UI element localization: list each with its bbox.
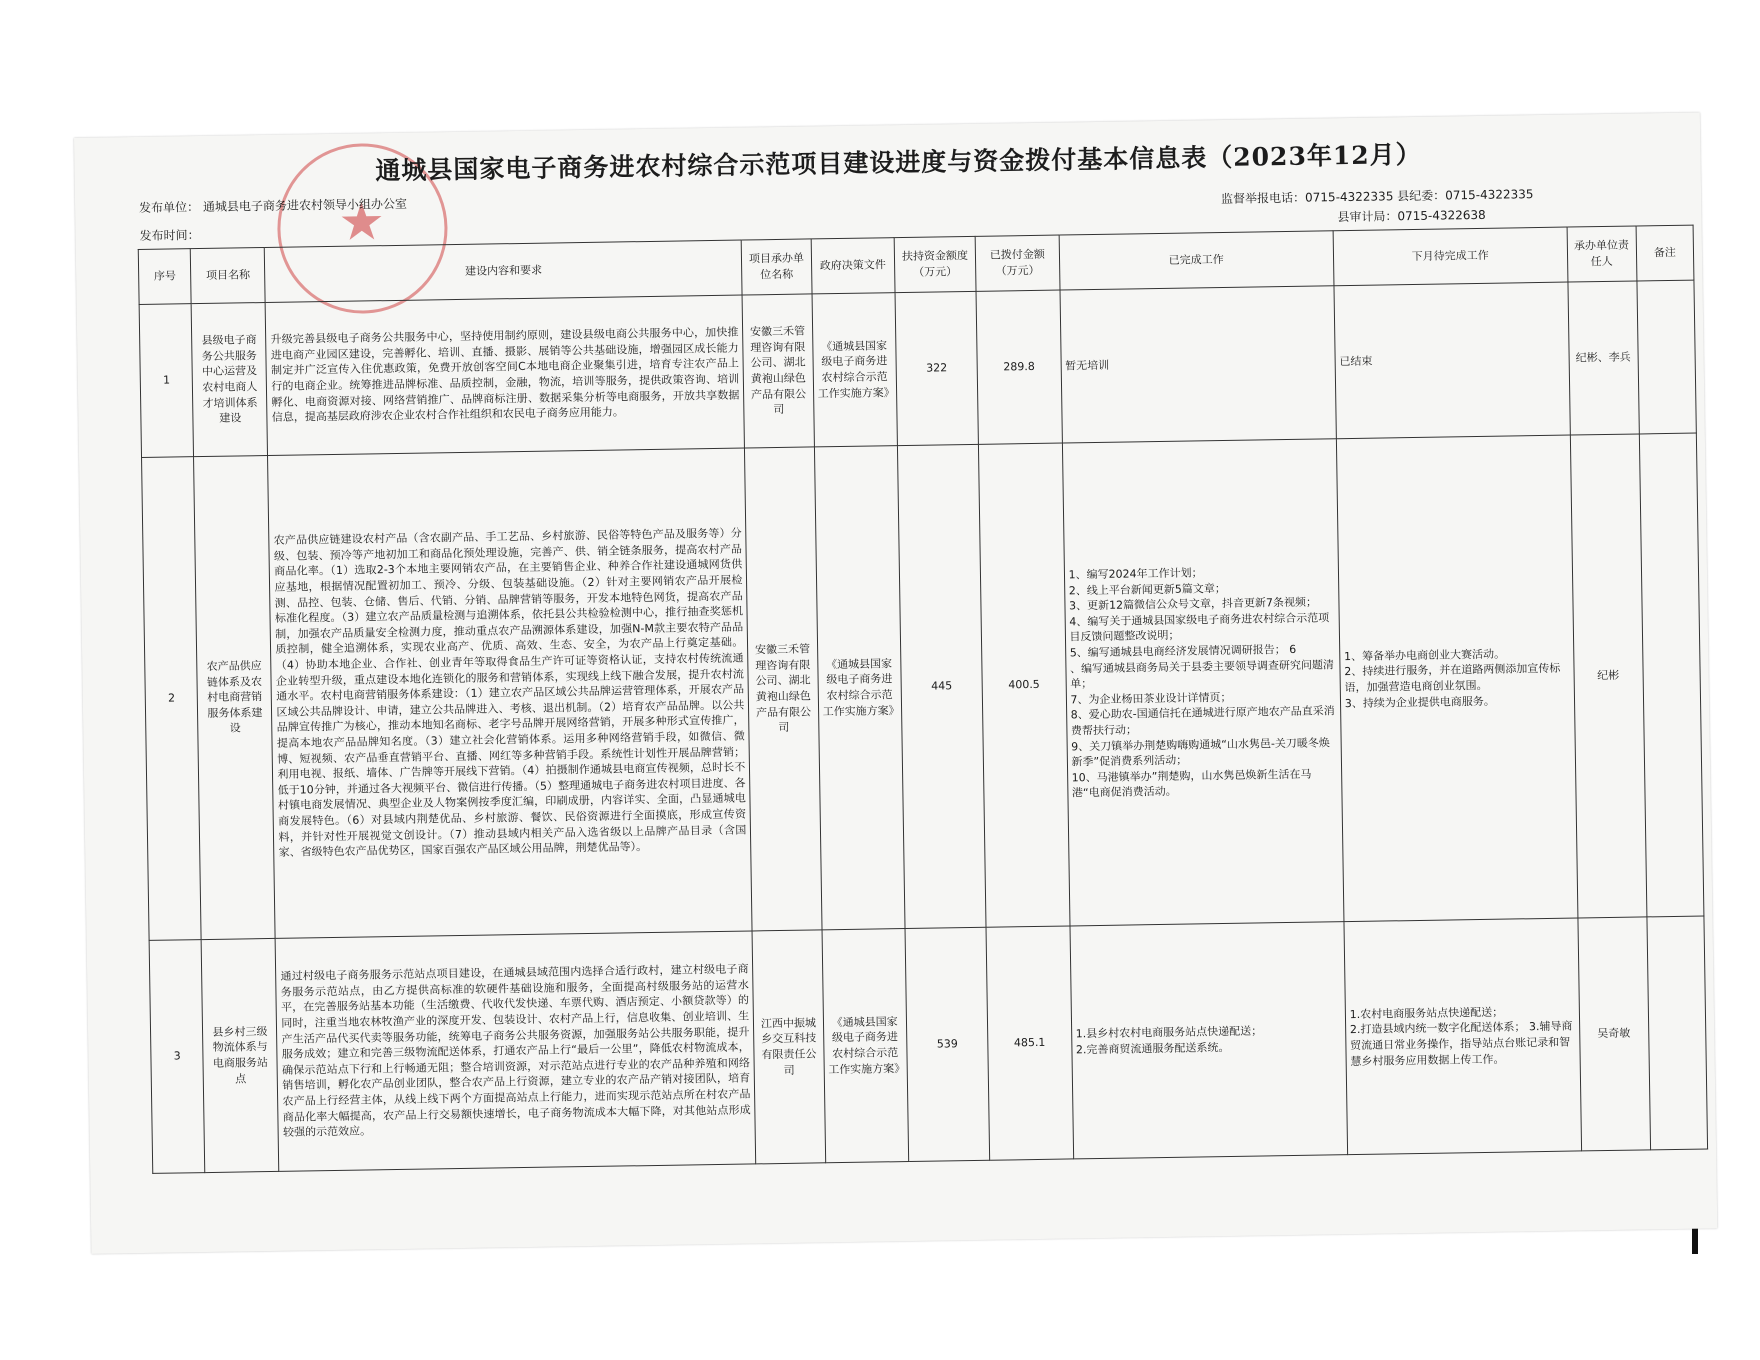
cell-no: 1 <box>139 304 194 458</box>
next-item: 1、筹备举办电商创业大赛活动。 <box>1344 647 1506 663</box>
header-paid: 已拨付金额（万元） <box>975 235 1059 291</box>
done-item: 10、马港镇举办”荆楚购，山水隽邑焕新生活在马港“电商促消费活动。 <box>1071 767 1312 800</box>
done-item: 2.完善商贸流通服务配送系统。 <box>1075 1040 1230 1057</box>
cell-name: 农产品供应链体系及农村电商营销服务体系建设 <box>194 455 275 939</box>
header-unit: 项目承办单位名称 <box>742 239 812 295</box>
info-table <box>138 225 1708 1174</box>
cell-doc: 《通城县国家级电子商务进农村综合示范工作实施方案》 <box>822 929 909 1163</box>
done-item: 4、编写关于通城县国家级电子商务进农村综合示范项目反馈问题整改说明； <box>1069 611 1330 644</box>
next-item: 已结束 <box>1339 354 1373 369</box>
next-item: 1.农村电商服务站点快递配送； <box>1349 1005 1504 1021</box>
cell-content: 农产品供应链建设农村产品（含农副产品、手工艺品、乡村旅游、民俗等特色产品及服务等）分级、包装、预冷等产地初加工和商品化预处理设施，完善产、供、销全链条服务，提高农村产品商品化率。（1）选取2-3个本地主要网销农产品，在主要销售企业、种养合作社建设通城网货供应基地，根据情况配置初加工、预冷、分级、包装基础设施。（2）针对主要网销农产品开展检测、品控、包装、仓储、售后、代销、分销、品牌营销等服务，开发本地特色网货，提高农产品标准化程度。（3）建立农产品质量检测与追溯体系，依托县公共检验检测中心，推行抽查奖惩机制，加强农产品质量安全检测力度，推动重点农产品溯源体系建设，加强N-M款主要农特产品品质控制，健全追溯体系，实现农业高产、优质、高效、生态、安全，为农产品上行奠定基础。（4）协助本地企业、合作社、创业青年等取得食品生产许可证等资格认证，支持农村传统流通企业转型升级，重点建设本地化连锁化的服务和营销体系，实现线上线下融合发展，提升农村流通水平。农村电商营销服务体系建设：（1）建立农产品区域公共品牌运营管理体系，开展农产品区域公共品牌设计、申请，建立公共品牌进入、考核、退出机制。（2）培育农产品品牌。以公共品牌宣传推广为核心，推动本地知名商标、老字号品牌开展网络营销，开展多种形式宣传推广，提高本地农产品品牌知名度。（3）建立社会化营销体系。运用多种网络营销手段，如微信、微博、短视频、农产品垂直营销平台、直播、网红等多种营销手段。系统性计划性开展品牌营销；利用电视、报纸、墙体、广告牌等开展线下营销。（4）拍摄制作通城县电商宣传视频，总时长不低于10分钟，并通过各大视频平台、微信进行传播。（5）整理通城电子商务进农村项目进度、各村镇电商发展情况、典型企业及人物案例按季度汇编，印刷成册，内容详实、全面，凸显通城电商发展特色。（6）对县域内荆楚优品、乡村旅游、餐饮、民俗资源进行全面摸底，形成宣传资料，并针对性开展视觉文创设计。（7）推动县域内相关产品入选省级以上品牌产品目录（含国家、省级特色农产品优势区，国家百强农产品区域公用品牌，荆楚优品等）。 <box>268 448 753 938</box>
cell-done <box>1060 286 1337 443</box>
cell-done <box>1062 439 1344 926</box>
contact-line-1: 监督举报电话：0715-4322335 县纪委：0715-4322335 <box>1220 187 1534 206</box>
cell-fund: 445 <box>897 444 986 928</box>
document-sheet <box>74 112 1717 1253</box>
next-item: 2.打造县域内统一数字化配送体系； 3.辅导商贸流通日常业务操作，指导站点台账记录和智慧乡村服务应用数据上传工作。 <box>1349 1019 1573 1068</box>
cell-next <box>1334 282 1570 439</box>
header-doc: 政府决策文件 <box>811 238 895 294</box>
table-row <box>149 916 1707 1173</box>
header-name: 项目名称 <box>191 248 266 304</box>
cell-fund: 322 <box>895 291 978 445</box>
cell-done <box>1070 922 1348 1159</box>
cell-no: 3 <box>149 940 205 1174</box>
cell-name: 县级电子商务公共服务中心运营及农村电商人才培训体系建设 <box>192 303 268 457</box>
publisher-label: 发布单位： <box>138 200 200 215</box>
cell-unit: 安徽三禾管理咨询有限公司、湖北黄袍山绿色产品有限公司 <box>745 447 822 931</box>
cell-doc: 《通城县国家级电子商务进农村综合示范工作实施方案》 <box>814 446 905 930</box>
cell-next <box>1344 918 1581 1155</box>
done-item: 5、编写通城县电商经济发展情况调研报告； 6 <box>1069 642 1297 660</box>
publish-time-label: 发布时间： <box>139 228 200 243</box>
done-item: 暂无培训 <box>1065 358 1110 373</box>
cell-no: 2 <box>142 457 202 941</box>
header-content: 建设内容和要求 <box>265 240 743 302</box>
cell-person: 纪彬 <box>1570 434 1647 918</box>
done-item: 9、关刀镇举办荆楚购嗨购通城“山水隽邑-关刀暖冬焕新季”促消费系列活动； <box>1071 735 1330 769</box>
done-item: 2、线上平台新闻更新5篇文章； <box>1068 581 1226 597</box>
cell-content: 升级完善县级电子商务公共服务中心，坚持使用制约原则，建设县级电商公共服务中心，加快推进电商产业园区建设，完善孵化、培训、直播、摄影、展销等公共基础设施，增强园区成长能力制定并广泛宣传入住优惠政策，免费开放创客空间C本地电商企业聚集引进，培育专注农产品上行的电商企业。统筹推进品牌标准、品质控制，金融，物流，培训等服务，提供政策咨询、培训孵化、电商资源对接、网络营销推广、品牌商标注册、数据采集分析等电商服务，开放共享数据信息，提高基层政府涉农企业农村合作社组织和农民电子商务应用能力。 <box>265 295 744 455</box>
done-item: 7、为企业杨田茶业设计详情页； <box>1070 690 1232 707</box>
table-row <box>139 280 1696 457</box>
next-item: 2、持续进行服务，并在道路两侧添加宣传标语，加强营造电商创业氛围。 <box>1344 662 1561 695</box>
done-item: 8、爱心助农-国通信托在通城进行原产地农产品直采消费帮扶行动； <box>1070 704 1335 738</box>
contact-line-2: 县审计局：0715-4322638 <box>1337 207 1486 225</box>
cell-fund: 539 <box>905 927 990 1161</box>
header-note: 备注 <box>1636 225 1694 281</box>
cell-next <box>1336 435 1577 922</box>
header-done: 已完成工作 <box>1059 231 1334 290</box>
seal-star-icon: ★ <box>337 192 386 253</box>
document-title: 通城县国家电子商务进农村综合示范项目建设进度与资金拨付基本信息表（2023年12月） <box>375 139 1422 186</box>
cell-note <box>1647 916 1708 1150</box>
header-next: 下月待完成工作 <box>1333 227 1568 286</box>
done-item: 、编写通城县商务局关于县委主要领导调查研究问题清单； <box>1069 657 1335 691</box>
cell-doc: 《通城县国家级电子商务进农村综合示范工作实施方案》 <box>812 293 898 447</box>
header-fund: 扶持资金额度（万元） <box>894 236 976 292</box>
cell-note <box>1639 433 1704 917</box>
done-item: 1.县乡村农村电商服务站点快递配送； <box>1075 1024 1263 1041</box>
publisher-value: 通城县电子商务进农村领导小组办公室 <box>202 196 408 214</box>
cell-name: 县乡村三级物流体系与电商服务站点 <box>202 938 280 1172</box>
cell-unit: 安徽三禾管理咨询有限公司、湖北黄袍山绿色产品有限公司 <box>742 294 814 448</box>
done-item: 1、编写2024年工作计划； <box>1068 566 1203 582</box>
next-item: 3、持续为企业提供电商服务。 <box>1344 694 1495 710</box>
cell-paid: 485.1 <box>986 926 1073 1160</box>
cell-unit: 江西中振城乡交互科技有限责任公司 <box>752 930 825 1164</box>
done-item: 3、更新12篇微信公众号文章，抖音更新7条视频； <box>1068 595 1318 613</box>
cell-content: 通过村级电子商务服务示范站点项目建设，在通城县域范围内选择合适行政村，建立村级电子商务服务示范站点，由乙方提供高标准的软硬件基础设施和服务，全面提高村级服务站的运营水平，在完善服务站基本功能（生活缴费、代收代发快递、车票代购、酒店预定、小额贷款等）的同时，注重当地农林牧渔产业的深度开发、包装设计、农村产品上行，信息收集、创业培训、生产生活产品代买代卖等服务功能，统筹电子商务公共服务资源，加强服务站公共服务职能，提升服务成效；建立和完善三级物流配送体系，打通农产品上行“最后一公里”，降低农村物流成本，确保示范站点下行和上行畅通无阻；整合培训资源，对示范站点进行专业的农产品种养殖和网络销售培训，孵化农产品创业团队，整合农产品上行资源，建立专业的农产品产销对接团队，培育农产品上行经营主体，从线上线下两个方面提高站点上行能力，进而实现示范站点所在村农产品商品化率大幅提高，农产品上行交易额快速增长，电子商务物流成本大幅下降，对其他站点形成较强的示范效应。 <box>275 931 756 1171</box>
cell-paid: 400.5 <box>979 443 1070 927</box>
cell-note <box>1637 280 1697 434</box>
cell-person: 纪彬、李兵 <box>1567 281 1639 435</box>
header-person: 承办单位责任人 <box>1567 226 1637 282</box>
header-no: 序号 <box>138 249 191 305</box>
table-row <box>142 433 1704 940</box>
cell-person: 吴奇敏 <box>1577 917 1650 1151</box>
cell-paid: 289.8 <box>976 290 1062 444</box>
